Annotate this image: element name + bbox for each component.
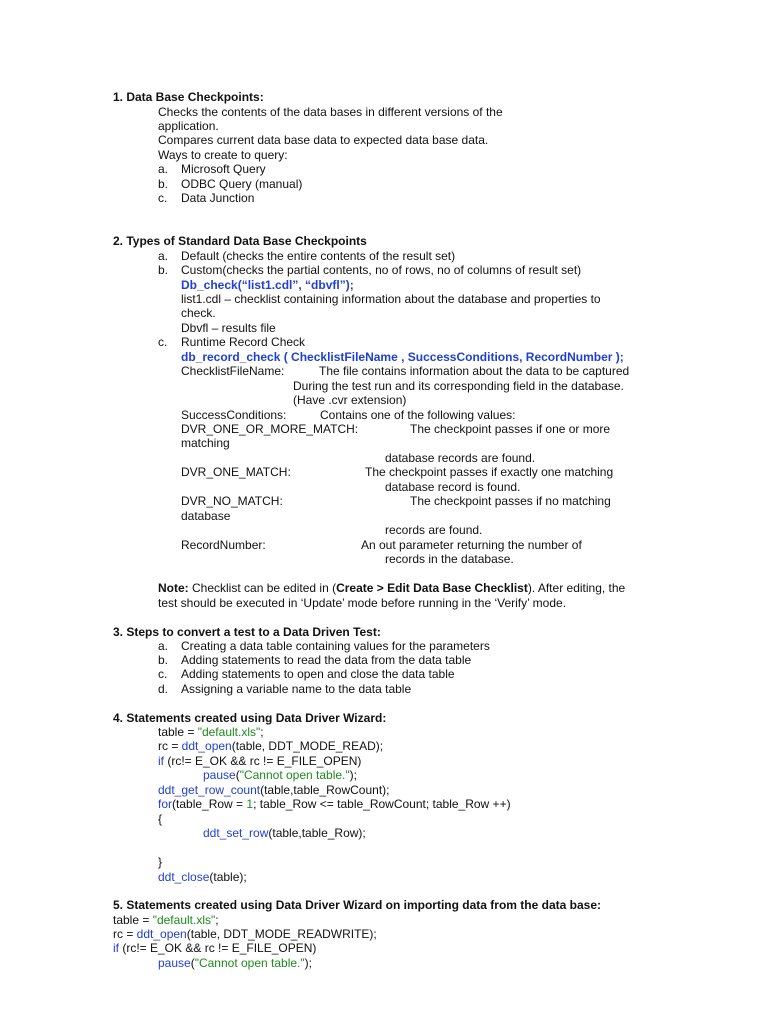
param-description: During the test run and its corresponding field in the database. bbox=[293, 379, 624, 393]
match-description-wrap: matching bbox=[181, 436, 230, 450]
code-line bbox=[203, 768, 357, 782]
s1-list-item: Data Junction bbox=[181, 191, 255, 205]
code-function: ddt_open bbox=[181, 739, 232, 753]
match-constant: DVR_NO_MATCH: bbox=[181, 494, 283, 508]
s2-list-marker: c. bbox=[158, 335, 168, 349]
code-token: rc = bbox=[113, 927, 137, 941]
code-token: ; bbox=[215, 913, 219, 927]
match-constant: DVR_ONE_MATCH: bbox=[181, 465, 291, 479]
s2-list-marker: a. bbox=[158, 249, 169, 263]
match-constant: DVR_ONE_OR_MORE_MATCH: bbox=[181, 422, 359, 436]
s3-list-item: Assigning a variable name to the data table bbox=[181, 682, 412, 696]
code-line bbox=[113, 913, 219, 927]
match-description-wrap: database bbox=[181, 509, 231, 523]
code-token: (table,table_RowCount); bbox=[260, 783, 390, 797]
section-4-heading: 4. Statements created using Data Driver Wizard: bbox=[113, 711, 387, 725]
db-record-check-code: db_record_check ( ChecklistFileName , SuccessConditions, RecordNumber ); bbox=[181, 350, 624, 364]
code-line bbox=[158, 754, 361, 768]
s2-list-item: Runtime Record Check bbox=[181, 335, 306, 349]
section-1-heading: 1. Data Base Checkpoints: bbox=[113, 90, 264, 104]
note-menu-path: Create > Edit Data Base Checklist bbox=[336, 581, 528, 595]
note-text: Checklist can be edited in ( bbox=[188, 581, 337, 595]
code-function: pause bbox=[203, 768, 236, 782]
code-string: "default.xls" bbox=[197, 725, 261, 739]
param-description: (Have .cvr extension) bbox=[293, 393, 407, 407]
s1-text-line: application. bbox=[158, 119, 219, 133]
code-token: (rc!= E_OK && rc != E_FILE_OPEN) bbox=[119, 941, 317, 955]
s1-list-marker: a. bbox=[158, 162, 169, 176]
code-string: "Cannot open table." bbox=[194, 956, 305, 970]
code-token: ; table_Row <= table_RowCount; table_Row ++) bbox=[253, 797, 511, 811]
code-token: ( bbox=[190, 956, 195, 970]
code-token: ( bbox=[235, 768, 240, 782]
code-function: pause bbox=[158, 956, 191, 970]
match-description: database records are found. bbox=[385, 451, 536, 465]
dbvfl-description: Dbvfl – results file bbox=[181, 321, 276, 335]
code-line bbox=[113, 927, 377, 941]
code-line: { bbox=[158, 812, 163, 826]
code-number: 1 bbox=[246, 797, 254, 811]
code-line bbox=[158, 725, 264, 739]
note-paragraph bbox=[158, 581, 625, 595]
code-token: (table,table_Row); bbox=[268, 826, 366, 840]
code-line bbox=[158, 783, 389, 797]
s2-list-marker: b. bbox=[158, 263, 169, 277]
code-token: (rc!= E_OK && rc != E_FILE_OPEN) bbox=[164, 754, 362, 768]
section-3-heading: 3. Steps to convert a test to a Data Driven Test: bbox=[113, 625, 381, 639]
s3-list-marker: b. bbox=[158, 653, 169, 667]
s1-list-marker: c. bbox=[158, 191, 168, 205]
param-label: ChecklistFileName: bbox=[181, 364, 285, 378]
match-description: records are found. bbox=[385, 523, 483, 537]
note-text: ). After editing, the bbox=[527, 581, 626, 595]
code-keyword: for bbox=[158, 797, 173, 811]
code-line: } bbox=[158, 855, 163, 869]
s1-list-item: ODBC Query (manual) bbox=[181, 177, 303, 191]
code-keyword: if bbox=[158, 754, 164, 768]
s3-list-marker: c. bbox=[158, 667, 168, 681]
list1-description-cont: check. bbox=[181, 306, 216, 320]
code-line bbox=[158, 956, 312, 970]
code-function: ddt_close bbox=[158, 870, 210, 884]
code-token: (table, DDT_MODE_READ); bbox=[231, 739, 384, 753]
s3-list-marker: a. bbox=[158, 639, 169, 653]
s2-list-item: Custom(checks the partial contents, no of rows, no of columns of result set) bbox=[181, 263, 582, 277]
s3-list-item: Adding statements to read the data from the data table bbox=[181, 653, 472, 667]
code-line bbox=[158, 739, 383, 753]
param-description: records in the database. bbox=[385, 552, 514, 566]
code-line bbox=[158, 870, 247, 884]
note-label: Note: bbox=[158, 581, 189, 595]
s1-list-marker: b. bbox=[158, 177, 169, 191]
note-line-2: test should be executed in ‘Update’ mode before running in the ‘Verify’ mode. bbox=[158, 596, 567, 610]
s1-text-line: Ways to create to query: bbox=[158, 148, 288, 162]
s1-text-line: Compares current data base data to expected data base data. bbox=[158, 133, 489, 147]
match-description: The checkpoint passes if exactly one matching bbox=[365, 465, 614, 479]
code-function: ddt_get_row_count bbox=[158, 783, 261, 797]
param-label: RecordNumber: bbox=[181, 538, 266, 552]
code-token: (table); bbox=[209, 870, 247, 884]
s3-list-marker: d. bbox=[158, 682, 169, 696]
match-description: The checkpoint passes if one or more bbox=[410, 422, 611, 436]
s3-list-item: Creating a data table containing values for the parameters bbox=[181, 639, 490, 653]
code-line bbox=[203, 826, 366, 840]
code-token: ); bbox=[349, 768, 357, 782]
param-description: An out parameter returning the number of bbox=[361, 538, 582, 552]
code-token: ); bbox=[304, 956, 312, 970]
code-token: (table_Row = bbox=[172, 797, 247, 811]
section-2-heading: 2. Types of Standard Data Base Checkpoints bbox=[113, 234, 367, 248]
code-token: table = bbox=[113, 913, 153, 927]
code-token: ; bbox=[260, 725, 264, 739]
code-token: table = bbox=[158, 725, 198, 739]
param-label: SuccessConditions: bbox=[181, 408, 287, 422]
s1-list-item: Microsoft Query bbox=[181, 162, 266, 176]
param-description: The file contains information about the data to be captured bbox=[319, 364, 630, 378]
s2-list-item: Default (checks the entire contents of the result set) bbox=[181, 249, 456, 263]
code-token: (table, DDT_MODE_READWRITE); bbox=[186, 927, 377, 941]
section-5-heading: 5. Statements created using Data Driver Wizard on importing data from the data base: bbox=[113, 898, 601, 912]
list1-description: list1.cdl – checklist containing information about the database and properties to bbox=[181, 292, 601, 306]
code-line bbox=[113, 941, 316, 955]
code-keyword: if bbox=[113, 941, 119, 955]
code-function: ddt_set_row bbox=[203, 826, 269, 840]
code-string: "default.xls" bbox=[152, 913, 216, 927]
match-description: database record is found. bbox=[385, 480, 521, 494]
param-description: Contains one of the following values: bbox=[320, 408, 516, 422]
code-line bbox=[158, 797, 511, 811]
s1-text-line: Checks the contents of the data bases in different versions of the bbox=[158, 105, 503, 119]
code-token: rc = bbox=[158, 739, 182, 753]
code-string: "Cannot open table." bbox=[239, 768, 350, 782]
match-description: The checkpoint passes if no matching bbox=[410, 494, 611, 508]
code-function: ddt_open bbox=[136, 927, 187, 941]
db-check-code: Db_check(“list1.cdl”, “dbvfl”); bbox=[181, 278, 354, 292]
s3-list-item: Adding statements to open and close the data table bbox=[181, 667, 455, 681]
